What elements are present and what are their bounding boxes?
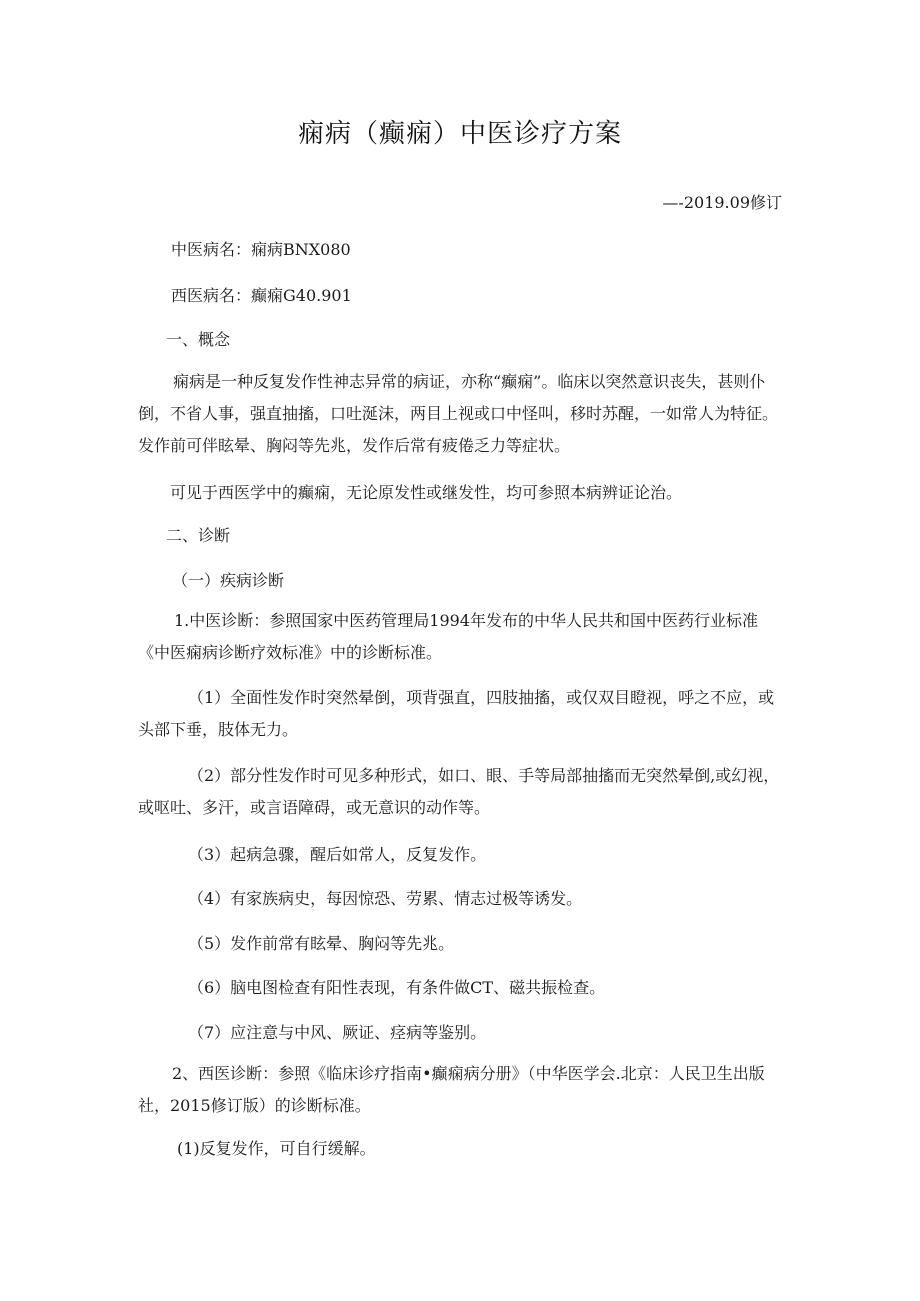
western-diagnosis-paragraph: 2、西医诊断：参照《临床诊疗指南•癫痫病分册》（中华医学会.北京：人民卫生出版社，2015修订版）的诊断标准。 [138,1064,765,1115]
tcm-criterion-item: （4）有家族病史，每因惊恐、劳累、情志过极等诱发。 [188,889,583,908]
western-reference-paragraph: 可见于西医学中的癫痫，无论原发性或继发性，均可参照本病辨证论治。 [170,483,683,502]
subsection-heading-disease-diagnosis: （一）疾病诊断 [172,571,285,590]
revision-date: —-2019.09修订 [662,193,782,212]
section-heading-concept: 一、概念 [166,330,231,349]
western-criterion-item: (1)反复发作，可自行缓解。 [177,1139,376,1158]
tcm-criterion-item: （1）全面性发作时突然晕倒，项背强直，四肢抽搐，或仅双目瞪视，呼之不应，或头部下垂，肢体无力。 [138,688,775,739]
document-title: 痫病（癫痫）中医诊疗方案 [297,119,622,149]
tcm-disease-name: 中医病名：痫病BNX080 [171,240,351,259]
concept-paragraph: 痫病是一种反复发作性神志异常的病证，亦称“癫痫”。临床以突然意识丧失，甚则仆倒，不省人事，强直抽搐，口吐涎沫，两目上视或口中怪叫，移时苏醒，一如常人为特征。发作前可伴眩晕、胸闷等先兆，发作后常有疲倦乏力等症状。 [138,372,779,455]
tcm-criterion-item: （7）应注意与中风、厥证、痉病等鉴别。 [188,1023,487,1042]
tcm-criterion-item: （3）起病急骤，醒后如常人，反复发作。 [188,845,487,864]
western-disease-name: 西医病名：癫痫G40.901 [171,286,352,305]
tcm-criterion-item: （5）发作前常有眩晕、胸闷等先兆。 [188,934,455,953]
tcm-criterion-item: （6）脑电图检查有阳性表现，有条件做CT、磁共振检查。 [188,978,606,997]
section-heading-diagnosis: 二、诊断 [166,526,231,545]
tcm-criterion-item: （2）部分性发作时可见多种形式，如口、眼、手等局部抽搐而无突然晕倒,或幻视，或呕吐、多汗，或言语障碍，或无意识的动作等。 [138,766,780,817]
tcm-diagnosis-paragraph: 1.中医诊断：参照国家中医药管理局1994年发布的中华人民共和国中医药行业标准《中医痫病诊断疗效标准》中的诊断标准。 [138,611,758,662]
